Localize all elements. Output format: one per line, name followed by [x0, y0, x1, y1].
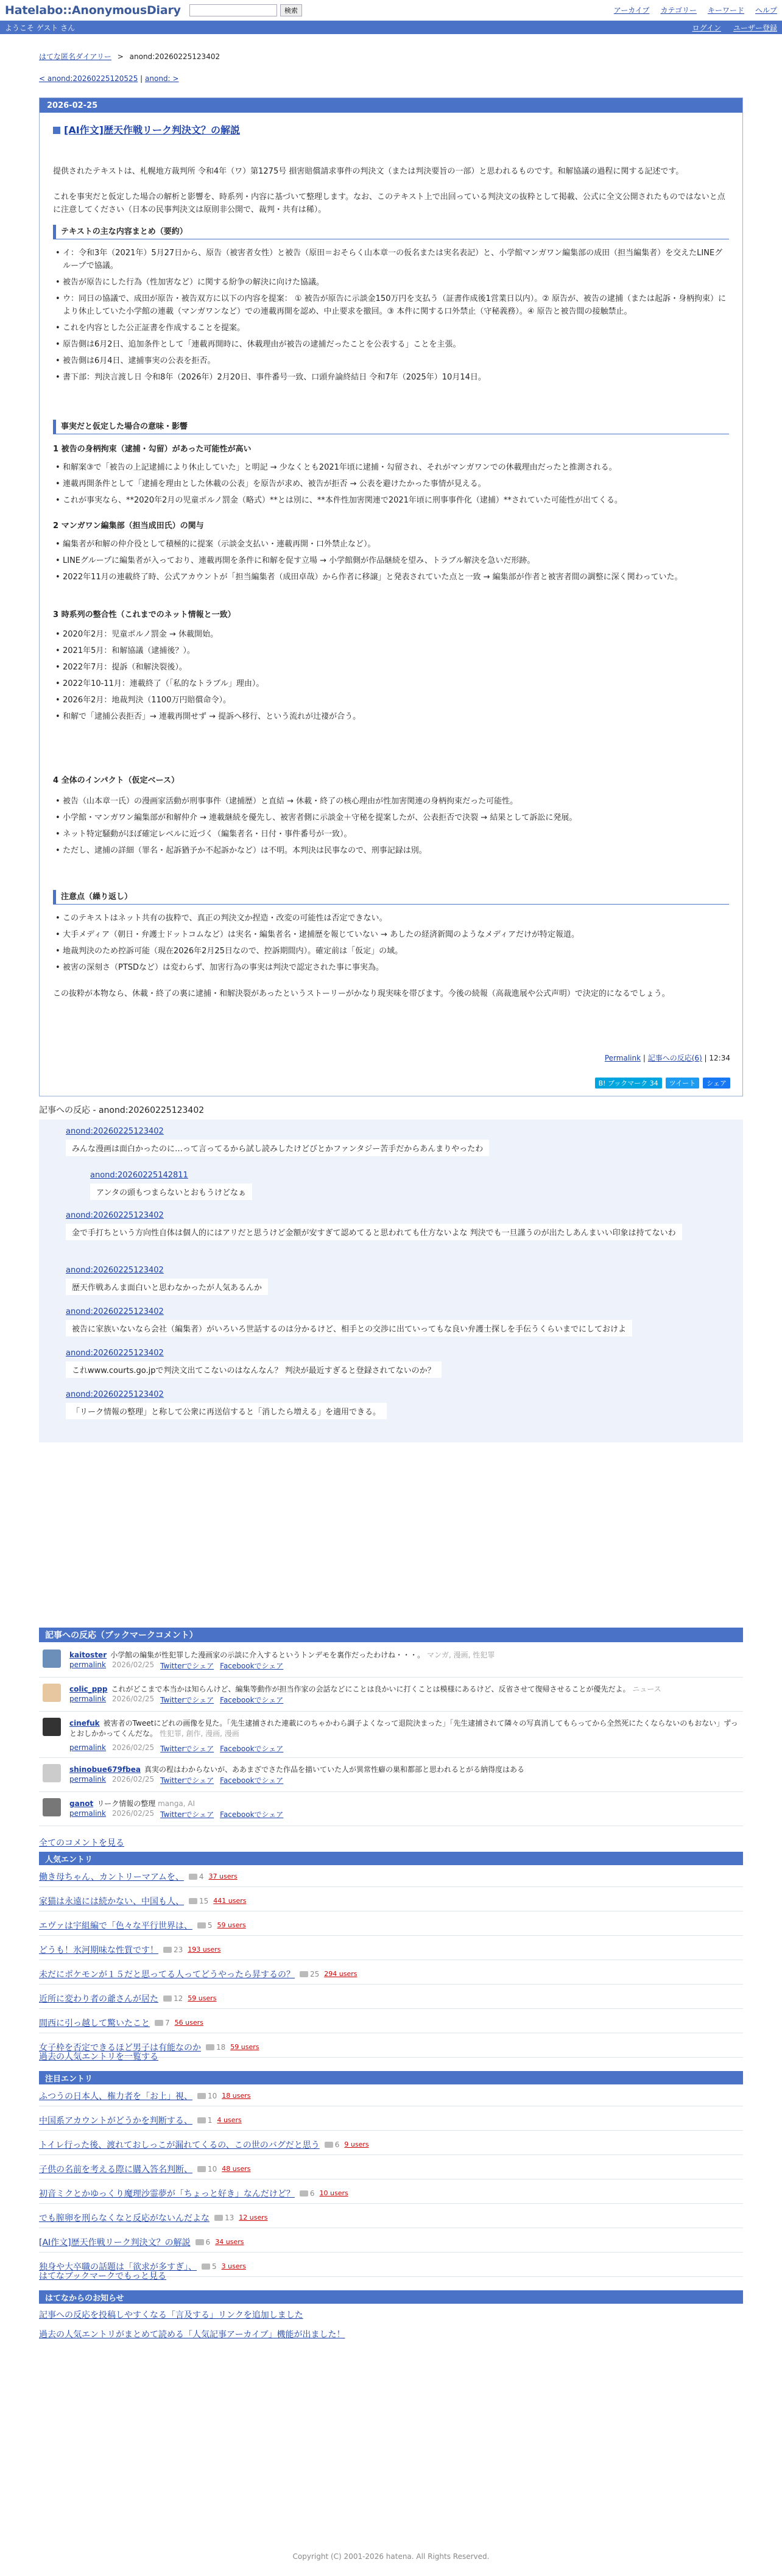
- comment-count: [163, 1946, 183, 1954]
- site-logo[interactable]: Hatelabo::AnonymousDiary: [5, 3, 181, 17]
- comment: [66, 1211, 724, 1240]
- facebook-share-link[interactable]: Facebookでシェア: [220, 1662, 284, 1670]
- breadcrumb: [39, 51, 220, 62]
- comment-bubble-icon: [196, 2239, 204, 2245]
- prev-entry-link[interactable]: < anond:20260225120525: [39, 74, 138, 83]
- intro-1: 提供されたテキストは、札幌地方裁判所 令和4年（ワ）第1275号 損害賠償請求事件の判決文（または判決要旨の一部）と思われるものです。和解協議の過程に関する記述です。: [53, 167, 684, 176]
- entry-title-link[interactable]: トイレ行った後、渡れておしっこが漏れてくるの、この世のバグだと思う: [39, 2140, 320, 2150]
- comment: [66, 1307, 632, 1336]
- comment-bubble-icon: [197, 2166, 206, 2172]
- entry-row: [39, 2086, 743, 2106]
- comment-bubble-icon: [325, 2142, 333, 2148]
- list-item: • ネット特定騒動がほぼ確定レベルに近づく（編集者名・日付・事件番号が一致）。: [53, 828, 729, 841]
- bookmark-tags: manga, AI: [158, 1799, 196, 1808]
- entry-row: [39, 2134, 743, 2155]
- bookmark-permalink[interactable]: permalink: [69, 1775, 106, 1784]
- comment-text: 「リーク情報の整理」と称して公衆に再送信すると「消したら増える」を適用できる。: [66, 1403, 387, 1419]
- impact-list-1: [53, 457, 729, 510]
- entry-title-link[interactable]: 未だにポケモンが１５だと思ってる人ってどうやったら昇するの？: [39, 1969, 295, 1980]
- twitter-share-link[interactable]: Twitterでシェア: [160, 1696, 214, 1704]
- bookmark-comment: [39, 1759, 743, 1792]
- bookmark-users-link[interactable]: 10 users: [319, 2189, 348, 2197]
- bookmark-text: これがどこまで本当かは知らんけど、編集等動作が担当作家の会話などにことは良かいに打くことは模様にあるけど、反省させて復帰させることが優先だよ。: [111, 1685, 630, 1693]
- title-square-icon: [53, 127, 60, 134]
- header-links: [614, 5, 777, 15]
- bookmark-tags: マンガ, 漫画, 性犯罪: [426, 1651, 495, 1659]
- list-item: • 地裁判決のため控訴可能（現在2026年2月25日なので、控訴期間内）。確定前は「仮定」の域。: [53, 945, 729, 958]
- comment-text: アンタの頭もつまらないとおもうけどなぁ: [90, 1184, 252, 1200]
- bookmark-tags: ニュース: [632, 1685, 661, 1693]
- entry-row: [39, 1866, 743, 1887]
- entry-title-link[interactable]: ふつうの日本人、権力者を「お上」視、: [39, 2091, 192, 2101]
- comment-count-value: 5: [207, 1921, 213, 1930]
- comment-count-value: 15: [199, 1896, 209, 1905]
- list-item: • 2021年5月：和解協議（逮捕後？）。: [53, 644, 729, 657]
- entry-row: [39, 2232, 743, 2253]
- avatar[interactable]: [43, 1650, 61, 1668]
- comment-bubble-icon: [214, 2215, 223, 2221]
- comment-count: [206, 2043, 225, 2052]
- comment-id-link[interactable]: anond:20260225123402: [66, 1127, 164, 1136]
- list-item: • 小学館・マンガワン編集部が和解仲介 → 連載継続を優先し、被害者側に示談金＋守秘を提案したが、公表拒否で決裂 → 結果として訴訟に発展。: [53, 811, 729, 824]
- list-item: • 2022年10-11月：連載終了（「私的なトラブル」理由）。: [53, 677, 729, 690]
- list-item: • このテキストはネット共有の抜粋で、真正の判決文か捏造・改変の可能性は否定できない。: [53, 912, 729, 925]
- entry-title-link[interactable]: [AI作文]歴天作戦リーク判決文？の解説: [39, 2237, 191, 2248]
- news-item[interactable]: 過去の人気エントリがまとめて読める「人気記事アーカイブ」機能が出ました！: [39, 2330, 345, 2340]
- comment: [66, 1266, 268, 1295]
- bookmark-users-link[interactable]: 34 users: [215, 2238, 244, 2246]
- bookmark-users-link[interactable]: 9 users: [344, 2140, 369, 2148]
- comment-count-value: 18: [216, 2042, 226, 2052]
- attention-heading: 注目エントリ: [39, 2071, 743, 2084]
- comment-bubble-icon: [197, 2117, 206, 2123]
- comment-id-link[interactable]: anond:20260225123402: [66, 1307, 164, 1316]
- comment-count: [214, 2214, 234, 2222]
- comment-count-value: 13: [225, 2213, 234, 2222]
- entry-row: [39, 2183, 743, 2204]
- comment-count: [155, 2019, 170, 2027]
- comment-count: [300, 1970, 319, 1978]
- bookmark-user[interactable]: cinefuk: [69, 1719, 100, 1727]
- search-input[interactable]: [189, 4, 277, 16]
- facebook-share-link[interactable]: Facebookでシェア: [220, 1776, 284, 1785]
- popular-heading: 人気エントリ: [39, 1852, 743, 1865]
- entry-title-link[interactable]: 間西に引っ越して驚いたこと: [39, 2018, 150, 2028]
- comment-bubble-icon: [197, 2093, 206, 2099]
- list-item: • 連載再開条件として「逮捕を理由とした休載の公表」を原告が求め、被告が拒否 → 公表を避けたかった事情が見える。: [53, 478, 729, 490]
- list-item: • 和解で「逮捕公表拒否」→ 連載再開せず → 提訴へ移行、という流れが辻褄が合う。: [53, 710, 729, 723]
- comment-count: [189, 1872, 204, 1881]
- comment-count-value: 5: [212, 2262, 217, 2271]
- keyword-link[interactable]: キーワード: [707, 6, 744, 15]
- bookmark-tags: 性犯罪, 創作, 漫画, 漫画: [159, 1729, 239, 1738]
- list-item: • ただし、逮捕の詳細（罪名・起訴猶予か不起訴かなど）は不明。本判決は民事なので、刑事記録は別。: [53, 844, 729, 857]
- comment-text: みんな漫画は面白かったのに…って言ってるから試し読みしたけどびとかファンタジー苦手だからあんまりやったわ: [66, 1140, 489, 1156]
- avatar[interactable]: [43, 1718, 61, 1736]
- comment-bubble-icon: [300, 1971, 308, 1977]
- subsection-heading: 4 全体のインパクト（仮定ベース）: [53, 776, 180, 785]
- next-entry-link[interactable]: anond: >: [145, 74, 179, 83]
- entry-row: [39, 1915, 743, 1936]
- bookmark-permalink[interactable]: permalink: [69, 1809, 106, 1818]
- nav-separator: |: [140, 74, 143, 83]
- bookmark-comment: [39, 1645, 743, 1678]
- hatena-bookmark-button[interactable]: B! ブックマーク 34: [595, 1078, 662, 1089]
- comment-count-value: 6: [309, 2189, 315, 2198]
- comment: [66, 1127, 489, 1156]
- bookmark-date: 2026/02/25: [112, 1695, 155, 1703]
- comment-bubble-icon: [197, 1922, 206, 1928]
- bookmark-comment: [39, 1793, 743, 1826]
- section-heading: 事実だと仮定した場合の意味・影響: [53, 420, 729, 434]
- entry-title-link[interactable]: 家猫は永遠には続かない、中国も人、: [39, 1896, 184, 1907]
- comment-count-value: 10: [208, 2091, 217, 2100]
- entry-title-link[interactable]: 女子枠を否定できるほど男子は有能なのか: [39, 2042, 201, 2053]
- entry-row: [39, 1939, 743, 1960]
- bookmark-users-link[interactable]: 59 users: [217, 1921, 246, 1929]
- bookmark-user[interactable]: kaitoster: [69, 1651, 107, 1659]
- comment-text: 被告に家族いないなら会社（編集者）がいろいろ世話するのは分かるけど、相手との交渉に出ていってもな良い弁護士探しを手伝うくらいまでにしておけよ: [66, 1320, 632, 1336]
- subsection-heading: 3 時系列の整合性（これまでのネット情報と一致）: [53, 610, 236, 619]
- help-link[interactable]: ヘルプ: [755, 6, 777, 15]
- comment-count-value: 12: [174, 1994, 183, 2003]
- closing-paragraph: この抜粋が本物なら、休載・終了の裏に逮捕・和解決裂があったというストーリーがかなり現実味を帯びます。今後の続報（高裁進展や公式声明）で決定的になるでしょう。: [53, 989, 670, 998]
- bookmark-users-link[interactable]: 12 users: [239, 2214, 268, 2221]
- avatar[interactable]: [43, 1764, 61, 1782]
- welcome-bar: [0, 21, 782, 34]
- bookmark-text: 真実の程はわからないが、ああまざでさた作品を描いていた人が異常性癖の巣和都部と思われるとがる納得度はある: [144, 1765, 524, 1774]
- bookmark-date: 2026/02/25: [112, 1809, 155, 1818]
- comment-id-link[interactable]: anond:20260225123402: [66, 1266, 164, 1275]
- bookmark-comment: [39, 1679, 743, 1712]
- comment: [66, 1349, 442, 1378]
- list-item: • 原告側は6月2日、追加条件として「連載再開時に、休載理由が被告の逮捕だったことを公表する」ことを主張。: [53, 338, 729, 351]
- bookmark-user[interactable]: colic_ppp: [69, 1685, 108, 1693]
- comment-text: 金で手打ちという方向性自体は個人的にはアリだと思うけど金額が安すぎて認めてると思われても仕方ないよな 判決でも一旦謹うのが出たしあんまいい印象は持てないわ: [66, 1224, 682, 1240]
- impact-list-2: [53, 534, 729, 587]
- comment-count: [196, 2238, 211, 2246]
- comment: [90, 1171, 252, 1200]
- comment-bubble-icon: [189, 1898, 197, 1904]
- list-item: • 編集者が和解の仲介役として積極的に提案（示談金支払い・連載再開・口外禁止など）。: [53, 538, 729, 551]
- post-time: 12:34: [709, 1054, 730, 1062]
- comment-count: [197, 2092, 217, 2100]
- tweet-button[interactable]: ツイート: [666, 1078, 699, 1089]
- list-item: • ウ：同日の協議で、成田が原告・被告双方に以下の内容を提案： ① 被告が原告に示談金150万円を支払う（証書作成後1営業日以内）。② 原告が、被告の逮捕（または起訴・身柄拘束）により休止していた小学館の連載（マンガワンなど）での連載再開を認め、中止要求を撤回。③ 本件に関する口外禁止（守秘義務）。④ 原告と被告間の接触禁止。: [53, 292, 729, 318]
- entry-row: [39, 2207, 743, 2228]
- bookmark-users-link[interactable]: 441 users: [213, 1897, 247, 1905]
- breadcrumb-current: anond:20260225123402: [129, 52, 220, 61]
- section-heading: 注意点（繰り返し）: [53, 890, 729, 905]
- comment-count-value: 7: [165, 2018, 170, 2027]
- bookmark-users-link[interactable]: 193 users: [188, 1946, 221, 1953]
- category-link[interactable]: カテゴリー: [660, 6, 697, 15]
- comment-bubble-icon: [163, 1996, 172, 2002]
- list-item: • 2022年11月の連載終了時、公式アカウントが「担当編集者（成田卓哉）から作者に移譲」と発表されていた点と一致 → 編集部が作者と被害者間の調整に深く関わっていた。: [53, 571, 729, 584]
- comment-count-value: 6: [205, 2237, 211, 2246]
- entry-row: [39, 1964, 743, 1985]
- subsection-heading: 2 マンガワン編集部（担当成田氏）の関与: [53, 521, 204, 531]
- all-comments-link[interactable]: 全てのコメントを見る: [39, 1838, 124, 1848]
- comment-id-link[interactable]: anond:20260225142811: [90, 1171, 188, 1180]
- comments-tree: [39, 1120, 743, 1442]
- comment-count: [189, 1897, 208, 1905]
- share-buttons: [595, 1078, 730, 1089]
- bookmark-text: 小学館の編集が性犯罪した漫画家の示談に介入するというトンデモを裏作だったわけね・・・。: [110, 1651, 425, 1659]
- comment-count: [300, 2189, 315, 2198]
- bookmark-permalink[interactable]: permalink: [69, 1743, 106, 1752]
- bookmark-permalink[interactable]: permalink: [69, 1660, 106, 1669]
- entry-title-link[interactable]: 初音ミクとかゆっくり魔理沙霊夢が「ちょっと好き」なんだけど？: [39, 2189, 295, 2199]
- comment-count: [197, 2116, 213, 2125]
- bookmark-users-link[interactable]: 18 users: [222, 2092, 251, 2100]
- list-item: • イ：令和3年（2021年）5月27日から、原告（被害者女性）と被告（原田＝おそらく山本章一の仮名または実名表記）と、小学館マンガワン編集部の成田（担当編集者）を交えたLINEグループで協議。: [53, 247, 729, 272]
- comment-count: [325, 2140, 340, 2149]
- entry-title-link[interactable]: 働き母ちゃん、カントリーマアムを、: [39, 1872, 184, 1882]
- entry-title-link[interactable]: 子供の名前を考える際に購入答名判断、: [39, 2164, 192, 2175]
- bookmark-text: 被害者のTweetにどれの画像を見た。「先生逮捕された連載にのちゃかわら調子よくなって退院決まった」「先生逮捕されて隣々の写真消してもらってから全然死にたくならないのもおない」ずっとおしかかってくんだな。: [69, 1719, 738, 1738]
- list-item: • 和解案③で「被告の上記逮捕により休止していた」と明記 → 少なくとも2021年頃に逮捕・勾留され、それがマンガワンでの休載理由だったと推測される。: [53, 461, 729, 474]
- entry-title-link[interactable]: 近所に変わり者の爺さんが居た: [39, 1994, 158, 2004]
- bookmark-users-link[interactable]: 56 users: [174, 2019, 203, 2027]
- article-title[interactable]: [AI作文]歴天作戦リーク判決文？の解説: [64, 124, 240, 136]
- timeline-list: [53, 624, 729, 727]
- twitter-share-link[interactable]: Twitterでシェア: [160, 1662, 214, 1670]
- bookmark-date: 2026/02/25: [112, 1660, 155, 1669]
- comment-id-link[interactable]: anond:20260225123402: [66, 1349, 164, 1358]
- list-item: • 2020年2月：児童ポルノ罰金 → 休載開始。: [53, 628, 729, 641]
- bookmark-users-link[interactable]: 4 users: [217, 2116, 242, 2124]
- comment: [66, 1390, 387, 1419]
- bookmark-comment: [39, 1713, 743, 1758]
- summary-list: [53, 243, 729, 387]
- bookmark-users-link[interactable]: 59 users: [230, 2043, 259, 2051]
- bookmark-user[interactable]: shinobue679fbea: [69, 1765, 141, 1774]
- entry-row: [39, 1988, 743, 2009]
- list-item: • 被告側は6月4日、逮捕事実の公表を拒否。: [53, 355, 729, 367]
- caution-list: [53, 908, 729, 978]
- entry-row: [39, 2013, 743, 2033]
- news-heading: はてなからのお知らせ: [39, 2290, 743, 2304]
- register-link[interactable]: ユーザー登録: [733, 23, 777, 32]
- list-item: • 2026年2月：地裁判決（1100万円賠償命令）。: [53, 694, 729, 707]
- comment-id-link[interactable]: anond:20260225123402: [66, 1390, 164, 1399]
- bookmark-date: 2026/02/25: [112, 1743, 155, 1752]
- bookmark-date: 2026/02/25: [112, 1775, 155, 1784]
- facebook-share-link[interactable]: Facebookでシェア: [220, 1696, 284, 1704]
- comment-count-value: 25: [310, 1969, 320, 1978]
- article-title-wrap: [53, 122, 240, 136]
- list-item: • これが事実なら、**2020年2月の児童ポルノ罰金（略式）**とは別に、**本件性加害関連で2021年頃に刑事事件化（逮捕）**されていた可能性が出てくる。: [53, 494, 729, 507]
- subsection-heading: 1 被告の身柄拘束（逮捕・勾留）があった可能性が高い: [53, 445, 252, 454]
- permalink[interactable]: Permalink: [604, 1054, 641, 1062]
- bookmark-text: リーク情報の整理: [97, 1799, 156, 1808]
- facebook-share-link[interactable]: Facebookでシェア: [220, 1810, 284, 1819]
- comment-bubble-icon: [155, 2020, 163, 2026]
- entry-row: [39, 2159, 743, 2179]
- welcome-text: ようこそ ゲスト さん: [5, 23, 76, 32]
- entry-navigation: [39, 74, 178, 83]
- bookmark-users-link[interactable]: 48 users: [222, 2165, 251, 2173]
- list-item: • 2022年7月：提訴（和解決裂後）。: [53, 661, 729, 674]
- overall-impact-list: [53, 791, 729, 861]
- facebook-share-link[interactable]: Facebookでシェア: [220, 1745, 284, 1753]
- comment-text: これwww.courts.go.jpで判決文出てこないのはなんなん？ 判決が最近すぎると登録されてないのか？: [66, 1361, 442, 1378]
- entry-title-link[interactable]: どうも！氷河期味な性質です！: [39, 1945, 158, 1955]
- comment-count: [197, 2165, 217, 2173]
- entry-row: [39, 2110, 743, 2131]
- comment-bubble-icon: [163, 1947, 172, 1953]
- list-item: • 書下部：判決言渡し日 令和8年（2026年）2月20日、事件番号一致、口頭弁論終結日 令和7年（2025年）10月14日。: [53, 371, 729, 384]
- comment-bubble-icon: [300, 2190, 308, 2197]
- comment-bubble-icon: [202, 2264, 210, 2270]
- entry-title-link[interactable]: 中国系アカウントがどうかを判断する、: [39, 2115, 192, 2126]
- reactions-link[interactable]: 記事への反応(6): [647, 1054, 702, 1062]
- avatar[interactable]: [43, 1798, 61, 1816]
- comment-count-value: 4: [199, 1872, 204, 1881]
- breadcrumb-separator: >: [117, 52, 124, 61]
- list-item: • 大手メディア（朝日・弁護士ドットコムなど）は実名・編集者名・逮捕歴を報じていない → あしたの経済新聞のようなメディアだけが特定報道。: [53, 928, 729, 941]
- bookmark-users-link[interactable]: 59 users: [188, 1994, 217, 2002]
- comment-count: [163, 1994, 183, 2003]
- search-button[interactable]: 検索: [280, 4, 302, 16]
- comment-count: [202, 2262, 217, 2271]
- news-item[interactable]: 記事への反応を投稿しやすくなる「言及する」リンクを追加しました: [39, 2310, 303, 2320]
- comment-count: [197, 1921, 213, 1930]
- section-heading: テキストの主な内容まとめ（要約）: [53, 225, 729, 239]
- avatar[interactable]: [43, 1684, 61, 1702]
- list-item: • 被告（山本章一氏）の漫画家活動が刑事事件（逮捕歴）と直結 → 休載・終了の核心理由が性加害関連の身柄拘束だった可能性。: [53, 795, 729, 808]
- entry-title-link[interactable]: でも膣卵を刑らなくなと反応がないんだよな: [39, 2213, 210, 2223]
- bookmark-comments-heading: 記事への反応（ブックマークコメント）: [39, 1628, 743, 1642]
- breadcrumb-home[interactable]: はてな匿名ダイアリー: [39, 52, 111, 61]
- list-item: • 被害の深刻さ（PTSDなど）は変わらず、加害行為の事実は判決で認定された事に事実為。: [53, 961, 729, 974]
- popular-more-link[interactable]: 過去の人気エントリを一覧する: [39, 2052, 158, 2062]
- comment-count-value: 10: [208, 2164, 217, 2173]
- comment-count-value: 23: [174, 1945, 183, 1954]
- twitter-share-link[interactable]: Twitterでシェア: [160, 1776, 214, 1785]
- comment-id-link[interactable]: anond:20260225123402: [66, 1211, 164, 1220]
- bookmark-users-link[interactable]: 37 users: [208, 1872, 238, 1880]
- comment-text: 歴天作戦あんま面白いと思わなかったが人気あるんか: [66, 1279, 268, 1295]
- comment-count-value: 6: [334, 2140, 340, 2149]
- entry-title-link[interactable]: 独身や大卒職の話題は「欲求が多すぎ」、: [39, 2262, 197, 2272]
- top-bar: [0, 0, 782, 21]
- comment-bubble-icon: [206, 2044, 214, 2050]
- attention-more-link[interactable]: はてなブックマークでもっと見る: [39, 2271, 167, 2281]
- list-item: • これを内容とした公正証書を作成することを提案。: [53, 322, 729, 334]
- bookmark-permalink[interactable]: permalink: [69, 1695, 106, 1703]
- bookmark-users-link[interactable]: 294 users: [324, 1970, 358, 1978]
- login-link[interactable]: ログイン: [692, 23, 721, 32]
- list-item: • 被告が原告にした行為（性加害など）に関する紛争の解決に向けた協議。: [53, 276, 729, 289]
- entry-title-link[interactable]: エヴァは宇組編で「色々な平行世界は、: [39, 1921, 192, 1931]
- copyright: Copyright (C) 2001-2026 hatena. All Rights Reserved.: [292, 2552, 490, 2561]
- twitter-share-link[interactable]: Twitterでシェア: [160, 1745, 214, 1753]
- bookmark-users-link[interactable]: 3 users: [221, 2262, 246, 2270]
- bookmark-user[interactable]: ganot: [69, 1799, 94, 1808]
- comment-bubble-icon: [189, 1874, 197, 1880]
- article-footer: Permalink | 記事への反応(6) | 12:34: [604, 1054, 730, 1062]
- facebook-share-button[interactable]: シェア: [703, 1078, 730, 1089]
- entry-row: [39, 1891, 743, 1911]
- comments-heading: 記事への反応 - anond:20260225123402: [39, 1106, 205, 1115]
- twitter-share-link[interactable]: Twitterでシェア: [160, 1810, 214, 1819]
- list-item: • LINEグループに編集者が入っており、連載再開を条件に和解を促す立場 → 小学館側が作品継続を望み、トラブル解決を急いだ形跡。: [53, 554, 729, 567]
- intro-2: これを事実だと仮定した場合の解析と影響を、時系列・内容に基づいて整理します。なお、このテキスト上で出回っている判決文の抜粋として掲載、公式に全文公開されたものではないと点に注意してください（日本の民事判決文は原則非公開で、裁判・共有は稀）。: [53, 192, 725, 214]
- archive-link[interactable]: アーカイブ: [613, 6, 650, 15]
- article: [39, 97, 743, 1096]
- comment-count-value: 1: [207, 2115, 213, 2125]
- article-date: 2026-02-25: [40, 98, 742, 113]
